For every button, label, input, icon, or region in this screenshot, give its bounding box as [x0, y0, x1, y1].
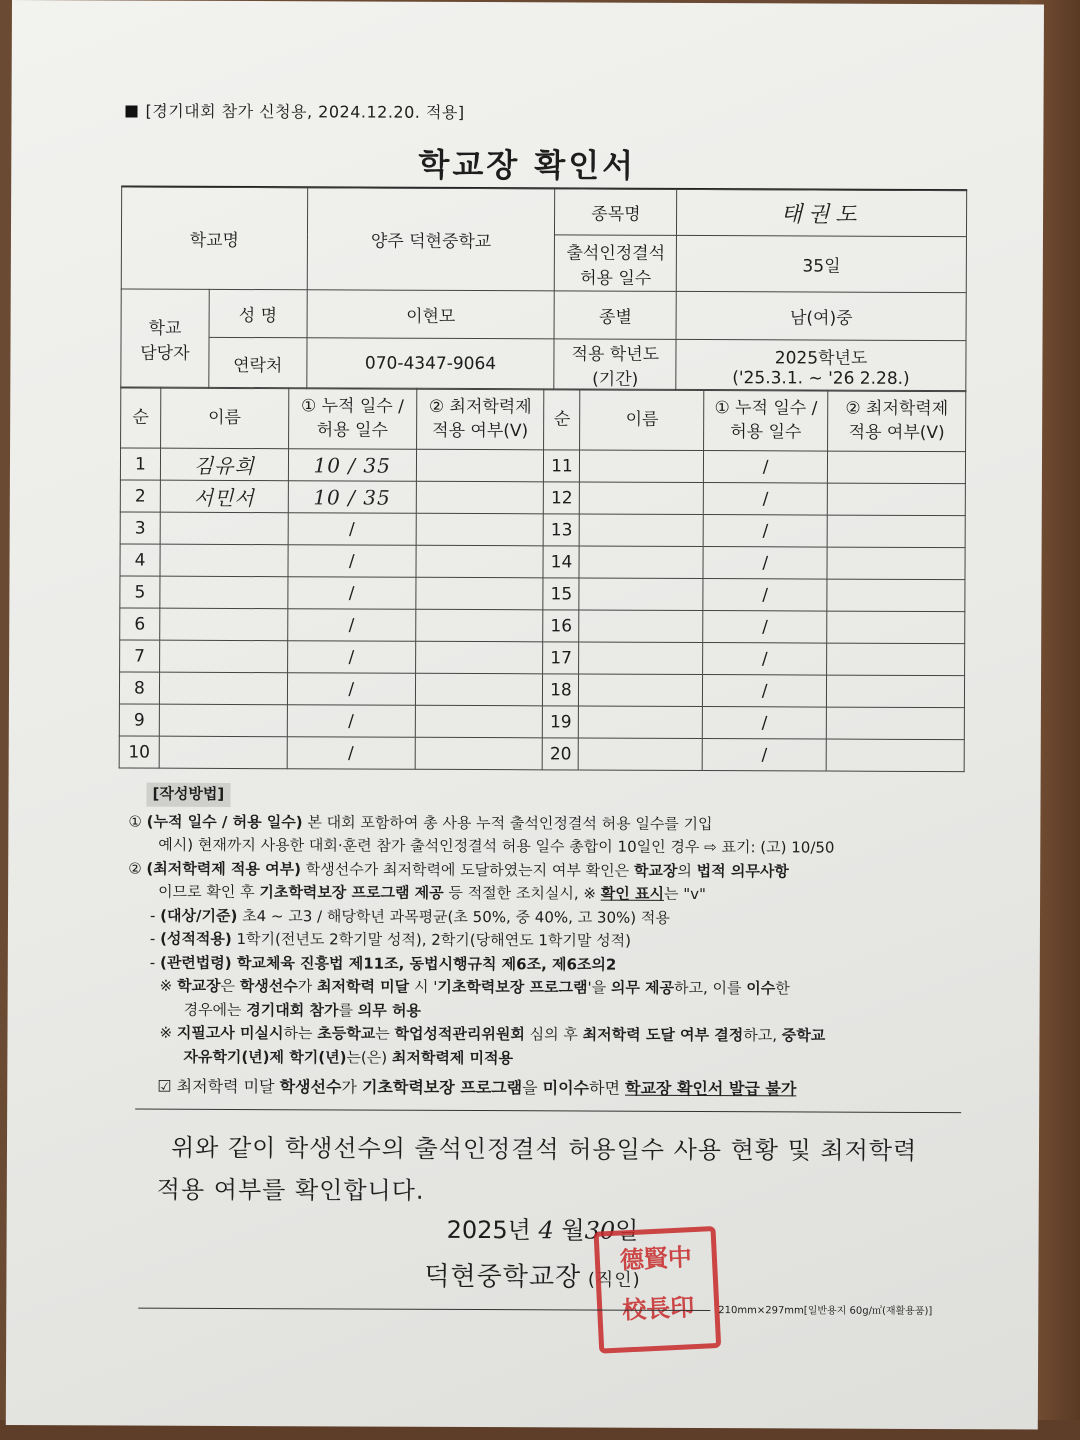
row-name-left: 서민서 [160, 480, 288, 513]
row-name-left [160, 608, 288, 641]
instructions-heading: [작성방법] [146, 783, 230, 807]
instruction-line: ※ 학교장은 학생선수가 최저학력 미달 시 '기초학력보장 프로그램'을 의무 제공하고, 이를 이수한 [159, 976, 790, 998]
table-row [119, 736, 964, 772]
row-min-left [416, 449, 544, 482]
row-no-right: 11 [544, 450, 580, 482]
row-days-right: / [703, 611, 827, 644]
row-no-right: 13 [544, 514, 580, 546]
row-min-left [415, 705, 543, 738]
allowed-days-label: 출석인정결석 허용 일수 [555, 235, 677, 292]
row-name-right [579, 706, 703, 739]
row-name-right [580, 450, 704, 483]
row-name-left [159, 672, 287, 705]
row-min-right [827, 643, 965, 676]
table-row [120, 544, 965, 580]
allowed-days-value: 35일 [677, 235, 967, 292]
col-min-left: ② 최저학력제 적용 여부(V) [416, 388, 544, 450]
row-days-right: / [703, 547, 827, 580]
row-no-right: 20 [543, 738, 579, 770]
row-name-left [160, 512, 288, 545]
school-name-value: 양주 덕현중학교 [307, 188, 555, 291]
contact-value: 070-4347-9064 [307, 338, 555, 390]
row-no-left: 10 [119, 736, 159, 768]
row-min-left [415, 641, 543, 674]
row-days-right: / [702, 739, 826, 772]
row-min-left [416, 513, 544, 546]
row-no-right: 14 [543, 546, 579, 578]
row-min-left [415, 673, 543, 706]
row-no-left: 9 [119, 704, 159, 736]
row-days-left: / [287, 737, 415, 770]
warning-line: ☑ 최저학력 미달 학생선수가 기초학력보장 프로그램을 미이수하면 학교장 확인서 발급 불가 [157, 1076, 797, 1099]
manager-name-value: 이현모 [307, 290, 555, 339]
row-name-right [580, 482, 704, 515]
instruction-line: - (성적적용) 1학기(전년도 2학기말 성적), 2학기(당해연도 1학기말 성적) [149, 929, 632, 950]
row-no-left: 4 [120, 544, 160, 576]
row-days-right: / [703, 643, 827, 676]
row-no-left: 3 [120, 512, 160, 544]
row-min-right [827, 675, 965, 708]
row-min-right [827, 547, 965, 580]
row-days-right: / [703, 579, 827, 612]
list-header-row [121, 387, 966, 452]
contact-label: 연락처 [209, 337, 307, 388]
row-no-left: 2 [120, 480, 160, 512]
row-name-right [579, 674, 703, 707]
row-min-right [826, 739, 964, 772]
year-value: 2025학년도 ('25.3.1. ~ '26 2.28.) [676, 339, 966, 391]
instructions [127, 783, 968, 1102]
event-label: 종목명 [555, 189, 677, 236]
col-no-right: 순 [544, 389, 580, 450]
row-name-left [160, 640, 288, 673]
list-body [119, 448, 965, 772]
table-row [120, 448, 965, 484]
table-row [120, 480, 965, 516]
document-title: 학교장 확인서 [418, 145, 637, 185]
table-row [120, 640, 965, 676]
document-paper [6, 0, 1044, 1429]
instruction-line: 자유학기(년)제 학기(년)는(은) 최저학력제 미적용 [183, 1047, 514, 1067]
row-name-right [579, 738, 703, 771]
row-days-left: / [288, 545, 416, 578]
row-no-right: 15 [543, 578, 579, 610]
row-days-right: / [703, 675, 827, 708]
row-name-right [579, 642, 703, 675]
row-days-left: / [288, 609, 416, 642]
row-min-right [827, 611, 965, 644]
col-days-right: ① 누적 일수 / 허용 일수 [704, 390, 828, 452]
school-name-label: 학교명 [121, 187, 307, 290]
row-min-right [828, 451, 966, 484]
gender-value: 남(여)중 [676, 291, 966, 340]
row-min-left [416, 545, 544, 578]
row-name-right [579, 610, 703, 643]
instruction-line: ① (누적 일수 / 허용 일수) 본 대회 포함하여 총 사용 누적 출석인정결석 허용 일수를 기입 [128, 812, 713, 833]
month-handwriting: 4 [538, 1216, 554, 1245]
school-info-table [120, 186, 967, 392]
row-min-left [415, 737, 543, 770]
col-name-right: 이름 [580, 389, 704, 451]
row-name-right [579, 578, 703, 611]
instruction-line: 예시) 현재까지 사용한 대회·훈련 참가 출석인정결석 허용 일수 총합이 10일인 경우 ⇨ 표기: (고) 10/50 [158, 835, 835, 857]
row-days-left: / [287, 673, 415, 706]
row-no-right: 16 [543, 610, 579, 642]
row-days-left: / [287, 641, 415, 674]
row-days-right: / [704, 451, 828, 484]
row-days-left: / [288, 577, 416, 610]
instruction-line: 이므로 확인 후 기초학력보장 프로그램 제공 등 적절한 조치실시, ※ 확인 표시는 "v" [158, 882, 706, 904]
table-row [120, 608, 965, 644]
instruction-line: ※ 지필고사 미실시하는 초등학교는 학업성적관리위원회 심의 후 최저학력 도달 여부 결정하고, 중학교 [159, 1023, 826, 1045]
row-no-left: 5 [120, 576, 160, 608]
col-no-left: 순 [121, 387, 161, 448]
square-bullet-icon [125, 105, 137, 117]
instruction-line: - (관련법령) 학교체육 진흥법 제11조, 동법시행규칙 제6조, 제6조의2 [149, 953, 617, 974]
instruction-line: 경우에는 경기대회 참가를 의무 허용 [183, 1000, 421, 1020]
student-list-table [119, 386, 967, 772]
row-name-left: 김유희 [160, 448, 288, 481]
row-no-left: 1 [120, 448, 160, 480]
col-min-right: ② 최저학력제 적용 여부(V) [828, 390, 966, 452]
row-days-right: / [703, 707, 827, 740]
row-days-right: / [704, 483, 828, 516]
paper-spec: 210mm×297mm[일반용지 60g/㎡(재활용품)] [718, 1305, 933, 1318]
event-handwriting: 태권도 [780, 202, 863, 228]
row-min-left [416, 481, 544, 514]
row-min-right [827, 579, 965, 612]
row-no-left: 7 [120, 640, 160, 672]
day-handwriting: 30 [584, 1216, 616, 1245]
gender-label: 종별 [554, 291, 676, 340]
row-days-left: / [287, 705, 415, 738]
row-no-right: 19 [543, 706, 579, 738]
row-name-left [159, 736, 287, 769]
row-no-right: 12 [544, 482, 580, 514]
row-name-left [160, 544, 288, 577]
row-name-left [160, 576, 288, 609]
row-days-left: 10 / 35 [288, 449, 416, 482]
row-no-left: 6 [120, 608, 160, 640]
row-min-right [827, 483, 965, 516]
row-name-left [159, 704, 287, 737]
manager-label: 학교 담당자 [121, 289, 209, 388]
issue-date: 2025년 4 월30일 [446, 1215, 639, 1245]
table-row [120, 512, 965, 548]
event-value [677, 189, 967, 236]
confirmation-text: 위와 같이 학생선수의 출석인정결석 허용일수 사용 현황 및 최저학력 적용 여부를 확인합니다. [156, 1133, 918, 1205]
principal-signature: 덕현중학교장 (직인) [424, 1261, 641, 1293]
table-row [119, 672, 964, 708]
row-name-right [579, 546, 703, 579]
table-row [119, 704, 964, 740]
row-days-left: 10 / 35 [288, 481, 416, 514]
year-label: 적용 학년도 (기간) [554, 339, 676, 391]
checkbox-icon: ☑ [157, 1076, 172, 1096]
row-days-right: / [703, 515, 827, 548]
row-no-right: 17 [543, 642, 579, 674]
instruction-line: - (대상/기준) 초4 ~ 고3 / 해당학년 과목평균(초 50%, 중 40%, 고 30%) 적용 [149, 906, 670, 927]
row-min-left [415, 577, 543, 610]
row-min-right [827, 515, 965, 548]
manager-name-label: 성 명 [209, 289, 307, 337]
middle-rule [135, 1109, 961, 1114]
row-days-left: / [288, 513, 416, 546]
row-no-right: 18 [543, 674, 579, 706]
col-days-left: ① 누적 일수 / 허용 일수 [288, 388, 416, 450]
row-min-right [826, 707, 964, 740]
col-name-left: 이름 [161, 387, 289, 449]
header-note: [경기대회 참가 신청용, 2024.12.20. 적용] [125, 98, 464, 122]
row-no-left: 8 [119, 672, 159, 704]
row-name-right [580, 514, 704, 547]
row-min-left [415, 609, 543, 642]
table-row [120, 576, 965, 612]
instruction-line: ② (최저학력제 적용 여부) 학생선수가 최저학력에 도달하였는지 여부 확인은 학교장의 법적 의무사항 [128, 859, 789, 880]
official-seal-stamp: 德賢中 校長印 [594, 1226, 722, 1354]
